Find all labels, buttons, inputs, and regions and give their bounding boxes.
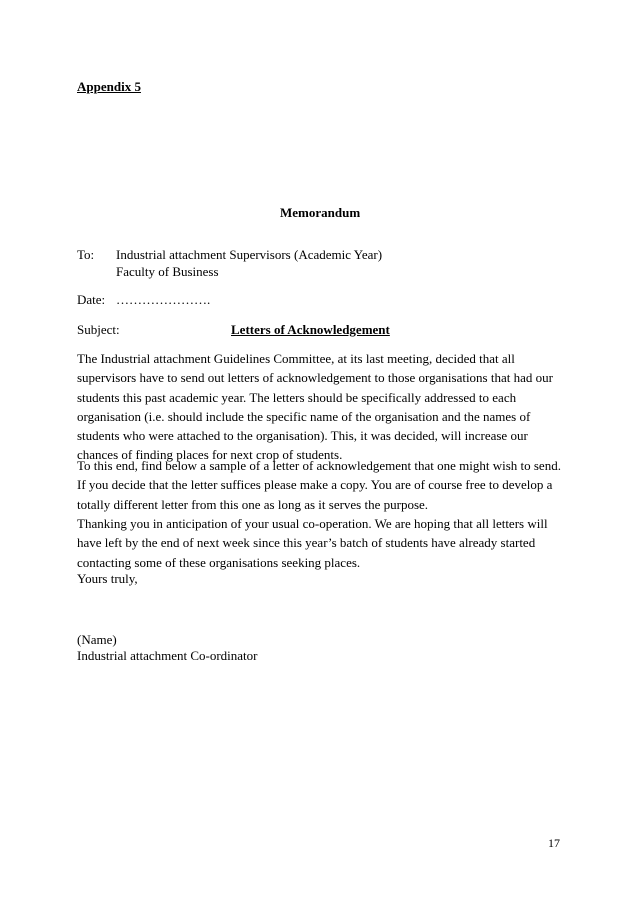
paragraph-line: students this past academic year. The letters should be specifically addressed to each [77,389,517,405]
paragraph-line: Thanking you in anticipation of your usual co-operation. We are hoping that all letters will [77,516,548,531]
body-paragraph-2 [77,456,567,514]
signature-name: (Name) [77,632,117,647]
paragraph-line: supervisors have to send out letters of acknowledgement to those organisations that had our [77,370,553,386]
paragraph-line: organisation (i.e. should include the specific name of the organisation and the names of [77,408,531,424]
paragraph-line: totally different letter from this one as long as it serves the purpose. [77,496,429,512]
paragraph-line: contacting some of these organisations seeking places. [77,554,361,570]
to-recipient-line2: Faculty of Business [116,264,219,279]
paragraph-line: have left by the end of next week since this year’s batch of students have already started [77,535,536,551]
paragraph-line: To this end, find below a sample of a letter of acknowledgement that one might wish to send. [77,458,561,473]
body-paragraph-3 [77,514,567,572]
memo-title: Memorandum [280,205,361,220]
appendix-heading: Appendix 5 [77,79,141,94]
to-label: To: [77,247,95,262]
signature-title: Industrial attachment Co-ordinator [77,648,258,663]
paragraph-line: If you decide that the letter suffices please make a copy. You are of course free to develop a [77,477,553,493]
subject-value: Letters of Acknowledgement [231,322,390,337]
page-number: 17 [548,836,560,850]
to-recipient-line1: Industrial attachment Supervisors (Academic Year) [116,247,383,262]
paragraph-line: chances of finding places for next crop of students. [77,447,343,463]
closing: Yours truly, [77,571,138,586]
subject-label: Subject: [77,322,120,337]
paragraph-line: students who were attached to the organisation). This, it was decided, will increase our [77,428,528,444]
date-label: Date: [77,292,106,307]
date-value: …………………. [116,292,211,307]
paragraph-line: The Industrial attachment Guidelines Committee, at its last meeting, decided that all [77,351,515,366]
body-paragraph-1 [77,349,567,465]
